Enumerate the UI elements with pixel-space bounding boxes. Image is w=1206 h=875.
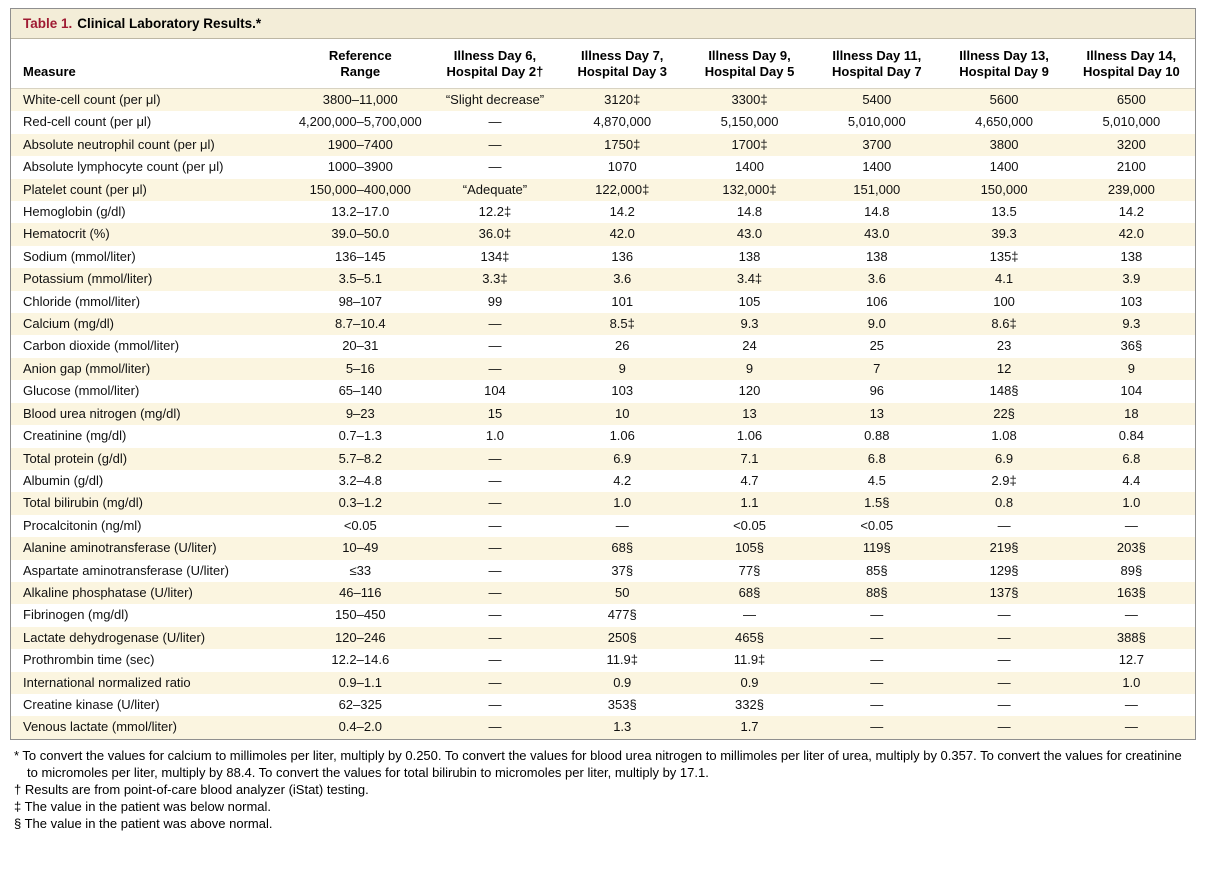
- value-cell: 132,000‡: [722, 181, 777, 197]
- value-cell: 0.3–1.2: [338, 495, 382, 511]
- value-cell: 120–246: [334, 629, 386, 645]
- value-cell: 50: [615, 584, 630, 600]
- value-cell: 1070: [607, 159, 637, 175]
- table-row: [11, 515, 1195, 537]
- header-line: Hospital Day 5: [704, 64, 795, 79]
- header-line: Hospital Day 3: [577, 64, 668, 79]
- table-row: [11, 560, 1195, 582]
- header-line: Hospital Day 2†: [446, 64, 544, 79]
- value-cell: 5400: [862, 92, 892, 107]
- table-title-text: Clinical Laboratory Results.*: [77, 16, 262, 31]
- value-cell: —: [488, 674, 502, 690]
- value-cell: 104: [484, 383, 506, 399]
- table-row: [11, 134, 1195, 156]
- value-cell: 6.8: [1122, 450, 1141, 466]
- value-cell: 1.3: [613, 719, 632, 735]
- value-cell: —: [870, 652, 884, 668]
- value-cell: 25: [869, 338, 885, 354]
- value-cell: 89§: [1120, 562, 1143, 578]
- value-cell: 26: [615, 338, 630, 354]
- value-cell: 9: [618, 360, 626, 376]
- table-row: [11, 89, 1195, 112]
- value-cell: 9–23: [345, 405, 375, 421]
- value-cell: 3700: [862, 136, 892, 152]
- value-cell: —: [488, 652, 502, 668]
- table-row: [11, 604, 1195, 626]
- table-row: [11, 291, 1195, 313]
- value-cell: 8.5‡: [609, 316, 635, 332]
- value-cell: 6500: [1116, 92, 1146, 107]
- table-row: [11, 313, 1195, 335]
- value-cell: 105§: [735, 540, 764, 556]
- value-cell: 22§: [993, 405, 1015, 421]
- table-row: [11, 223, 1195, 245]
- value-cell: 0.8: [995, 495, 1014, 511]
- value-cell: 138: [1120, 248, 1143, 264]
- value-cell: 1400: [862, 159, 892, 175]
- value-cell: 0.88: [864, 428, 890, 444]
- measure-cell: Chloride (mmol/liter): [23, 293, 141, 309]
- value-cell: 1700‡: [731, 136, 768, 152]
- measure-cell: Creatinine (mg/dl): [23, 428, 127, 444]
- table-row: [11, 335, 1195, 357]
- value-cell: 43.0: [864, 226, 890, 242]
- table-row: [11, 582, 1195, 604]
- measure-cell: Aspartate aminotransferase (U/liter): [23, 562, 229, 578]
- value-cell: —: [488, 316, 502, 332]
- value-cell: 465§: [735, 629, 764, 645]
- header-line: Illness Day 7,: [581, 48, 664, 63]
- value-cell: 36.0‡: [478, 226, 512, 242]
- value-cell: 148§: [989, 383, 1019, 399]
- value-cell: 151,000: [853, 181, 901, 197]
- value-cell: 3.9: [1122, 271, 1141, 287]
- value-cell: 3.2–4.8: [338, 472, 382, 488]
- value-cell: —: [488, 136, 502, 152]
- value-cell: 9.3: [740, 316, 759, 332]
- value-cell: —: [488, 629, 502, 645]
- value-cell: 332§: [735, 696, 764, 712]
- measure-cell: Absolute lymphocyte count (per μl): [23, 159, 224, 175]
- value-cell: —: [488, 159, 502, 175]
- measure-cell: Red-cell count (per μl): [23, 114, 152, 130]
- value-cell: 6.9: [995, 450, 1014, 466]
- value-cell: 9: [745, 360, 754, 376]
- value-cell: <0.05: [343, 517, 377, 533]
- value-cell: —: [488, 450, 502, 466]
- measure-cell: Lactate dehydrogenase (U/liter): [23, 629, 206, 645]
- column-header: [940, 39, 1067, 89]
- value-cell: —: [488, 472, 502, 488]
- table-row: [11, 156, 1195, 178]
- value-cell: 150,000–400,000: [309, 181, 411, 197]
- value-cell: 4.4: [1122, 472, 1141, 488]
- value-cell: 99: [487, 293, 503, 309]
- measure-cell: Hemoglobin (g/dl): [23, 204, 126, 220]
- value-cell: 136–145: [334, 248, 386, 264]
- value-cell: 23: [996, 338, 1012, 354]
- table-row: [11, 448, 1195, 470]
- value-cell: 4,200,000–5,700,000: [298, 114, 422, 130]
- value-cell: 3.6: [613, 271, 632, 287]
- value-cell: 12.2–14.6: [331, 652, 390, 668]
- measure-cell: Procalcitonin (ng/ml): [23, 517, 142, 533]
- value-cell: 13: [869, 405, 885, 421]
- measure-cell: Sodium (mmol/liter): [23, 248, 136, 264]
- value-cell: 1.0: [1122, 674, 1141, 690]
- value-cell: 5,010,000: [1102, 114, 1161, 130]
- table-row: [11, 201, 1195, 223]
- value-cell: 5,010,000: [847, 114, 906, 130]
- column-header: [813, 39, 940, 89]
- value-cell: —: [870, 629, 884, 645]
- value-cell: 1.1: [740, 495, 759, 511]
- value-cell: 13: [742, 405, 757, 421]
- value-cell: 135‡: [989, 248, 1019, 264]
- value-cell: 1.06: [736, 428, 763, 444]
- value-cell: 3.5–5.1: [338, 271, 382, 287]
- value-cell: 1400: [735, 159, 764, 175]
- header-line: Reference: [328, 48, 392, 63]
- table-row: [11, 649, 1195, 671]
- value-cell: 11.9‡: [733, 652, 766, 668]
- value-cell: 104: [1120, 383, 1143, 399]
- table-number-label: Table 1.: [23, 16, 73, 31]
- value-cell: “Slight decrease”: [445, 92, 545, 107]
- value-cell: 68§: [738, 584, 761, 600]
- value-cell: 3120‡: [604, 92, 641, 107]
- value-cell: 36§: [1120, 338, 1143, 354]
- value-cell: 20–31: [342, 338, 379, 354]
- value-cell: 37§: [611, 562, 634, 578]
- measure-cell: Total protein (g/dl): [23, 450, 128, 466]
- value-cell: 103: [611, 383, 634, 399]
- value-cell: 15: [487, 405, 503, 421]
- value-cell: —: [488, 562, 502, 578]
- value-cell: —: [1124, 517, 1138, 533]
- value-cell: —: [870, 607, 884, 623]
- value-cell: 88§: [865, 584, 888, 600]
- value-cell: 1.06: [609, 428, 635, 444]
- value-cell: 106: [865, 293, 888, 309]
- value-cell: 0.4–2.0: [338, 719, 382, 735]
- value-cell: 6.9: [613, 450, 632, 466]
- value-cell: —: [997, 652, 1011, 668]
- value-cell: 119§: [862, 540, 891, 556]
- value-cell: 14.8: [864, 204, 890, 220]
- value-cell: 3.6: [867, 271, 886, 287]
- value-cell: 43.0: [736, 226, 763, 242]
- value-cell: 3.4‡: [736, 271, 763, 287]
- measure-cell: Creatine kinase (U/liter): [23, 696, 160, 712]
- value-cell: 105: [738, 293, 761, 309]
- value-cell: —: [997, 674, 1011, 690]
- measure-cell: Potassium (mmol/liter): [23, 271, 153, 287]
- header-line: Illness Day 14,: [1086, 48, 1177, 63]
- value-cell: 4.5: [867, 472, 886, 488]
- value-cell: 7: [873, 360, 881, 376]
- value-cell: 5600: [989, 92, 1019, 107]
- value-cell: 96: [869, 383, 885, 399]
- table-row: [11, 111, 1195, 133]
- table-row: [11, 403, 1195, 425]
- value-cell: 138: [865, 248, 888, 264]
- value-cell: 101: [611, 293, 634, 309]
- value-cell: 11.9‡: [606, 652, 639, 668]
- value-cell: 77§: [738, 562, 761, 578]
- value-cell: —: [997, 719, 1011, 735]
- value-cell: 4,870,000: [593, 114, 652, 130]
- value-cell: 2.9‡: [991, 472, 1017, 488]
- value-cell: 2100: [1116, 159, 1146, 175]
- value-cell: <0.05: [860, 517, 894, 533]
- value-cell: 1.0: [613, 495, 632, 511]
- value-cell: 388§: [1116, 629, 1146, 645]
- value-cell: 5–16: [345, 360, 375, 376]
- value-cell: 8.6‡: [991, 316, 1017, 332]
- measure-cell: Hematocrit (%): [23, 226, 110, 242]
- value-cell: 1750‡: [604, 136, 641, 152]
- header-row: [11, 39, 1195, 89]
- table-row: [11, 537, 1195, 559]
- measure-cell: Total bilirubin (mg/dl): [23, 495, 143, 511]
- value-cell: 8.7–10.4: [334, 316, 386, 332]
- value-cell: —: [488, 584, 502, 600]
- table-row: [11, 492, 1195, 514]
- value-cell: 163§: [1116, 584, 1146, 600]
- header-line: Hospital Day 10: [1082, 64, 1180, 79]
- header-line: Illness Day 9,: [708, 48, 791, 63]
- value-cell: 9.0: [867, 316, 886, 332]
- value-cell: 13.2–17.0: [331, 204, 390, 220]
- footnote: * To convert the values for calcium to millimoles per liter, multiply by 0.250. To convert the values for blood urea nitrogen to millimoles per liter of urea, multiply by 0.357. To convert the values for creatinine to micromoles per liter, multiply by 88.4. To convert the values for total bilirubin to micromoles per liter, multiply by 17.1.: [14, 747, 1182, 780]
- value-cell: “Adequate”: [462, 181, 528, 197]
- value-cell: 1.0: [1122, 495, 1141, 511]
- table-row: [11, 179, 1195, 201]
- table-row: [11, 380, 1195, 402]
- measure-cell: International normalized ratio: [23, 674, 191, 690]
- value-cell: 85§: [865, 562, 888, 578]
- column-header: [431, 39, 558, 89]
- table-row: [11, 358, 1195, 380]
- value-cell: —: [615, 517, 629, 533]
- table-row: [11, 268, 1195, 290]
- column-header: [686, 39, 813, 89]
- value-cell: 39.3: [991, 226, 1017, 242]
- value-cell: —: [488, 517, 502, 533]
- table-row: [11, 672, 1195, 694]
- value-cell: —: [997, 629, 1011, 645]
- header-line: Range: [340, 64, 381, 79]
- value-cell: 100: [993, 293, 1015, 309]
- value-cell: 9: [1127, 360, 1135, 376]
- measure-cell: Anion gap (mmol/liter): [23, 360, 151, 376]
- measure-cell: Venous lactate (mmol/liter): [23, 719, 177, 735]
- value-cell: —: [488, 360, 502, 376]
- value-cell: —: [870, 674, 884, 690]
- value-cell: 3800: [989, 136, 1019, 152]
- measure-cell: Blood urea nitrogen (mg/dl): [23, 405, 181, 421]
- value-cell: 9.3: [1122, 316, 1141, 332]
- header-line: Hospital Day 9: [959, 64, 1049, 79]
- value-cell: 14.2: [609, 204, 635, 220]
- value-cell: 3200: [1116, 136, 1146, 152]
- value-cell: 138: [738, 248, 761, 264]
- table-row: [11, 246, 1195, 268]
- measure-cell: Albumin (g/dl): [23, 472, 104, 488]
- value-cell: —: [488, 540, 502, 556]
- value-cell: —: [997, 607, 1011, 623]
- value-cell: 10–49: [342, 540, 379, 556]
- header-line: Illness Day 13,: [959, 48, 1049, 63]
- value-cell: 65–140: [338, 383, 382, 399]
- value-cell: 137§: [989, 584, 1019, 600]
- value-cell: 1900–7400: [327, 136, 393, 152]
- value-cell: 3.3‡: [482, 271, 508, 287]
- value-cell: 39.0–50.0: [331, 226, 390, 242]
- value-cell: 1.7: [740, 719, 759, 735]
- value-cell: 5.7–8.2: [338, 450, 382, 466]
- value-cell: 14.8: [736, 204, 763, 220]
- measure-cell: Alkaline phosphatase (U/liter): [23, 584, 193, 600]
- measure-cell: Alanine aminotransferase (U/liter): [23, 540, 217, 556]
- value-cell: 12.2‡: [478, 204, 512, 220]
- value-cell: 13.5: [991, 204, 1017, 220]
- value-cell: 6.8: [867, 450, 886, 466]
- table-body: [11, 89, 1195, 739]
- value-cell: —: [870, 719, 884, 735]
- value-cell: 1.5§: [864, 495, 890, 511]
- value-cell: 1.0: [485, 428, 504, 444]
- column-header-measure: [11, 39, 289, 89]
- column-header: [1068, 39, 1195, 89]
- table-row: [11, 716, 1195, 738]
- measure-cell: Glucose (mmol/liter): [23, 383, 140, 399]
- value-cell: 150–450: [334, 607, 386, 623]
- value-cell: —: [488, 495, 502, 511]
- value-cell: 250§: [607, 629, 637, 645]
- table-row: [11, 470, 1195, 492]
- value-cell: 4,650,000: [975, 114, 1033, 130]
- value-cell: —: [1124, 719, 1138, 735]
- header-line: Illness Day 6,: [453, 48, 537, 63]
- value-cell: —: [997, 696, 1011, 712]
- value-cell: 5,150,000: [720, 114, 779, 130]
- measure-cell: Prothrombin time (sec): [23, 652, 155, 668]
- value-cell: —: [488, 114, 502, 130]
- value-cell: 136: [611, 248, 634, 264]
- value-cell: 12: [996, 360, 1012, 376]
- footnote: ‡ The value in the patient was below normal.: [14, 798, 272, 814]
- value-cell: 353§: [607, 696, 637, 712]
- value-cell: 4.2: [613, 472, 632, 488]
- value-cell: 18: [1124, 405, 1139, 421]
- value-cell: 46–116: [339, 584, 382, 600]
- value-cell: 1.08: [991, 428, 1017, 444]
- value-cell: 4.1: [995, 271, 1014, 287]
- table-title-bar: [11, 9, 1195, 39]
- value-cell: —: [1124, 696, 1138, 712]
- value-cell: 134‡: [480, 248, 510, 264]
- measure-cell: Absolute neutrophil count (per μl): [23, 136, 215, 152]
- column-header: [559, 39, 686, 89]
- table-row: [11, 627, 1195, 649]
- measure-cell: Calcium (mg/dl): [23, 316, 115, 332]
- value-cell: 239,000: [1107, 181, 1155, 197]
- value-cell: —: [488, 719, 502, 735]
- value-cell: 10: [615, 405, 630, 421]
- value-cell: 7.1: [740, 450, 759, 466]
- value-cell: 14.2: [1118, 204, 1145, 220]
- value-cell: 129§: [989, 562, 1019, 578]
- value-cell: 0.9: [740, 674, 759, 690]
- value-cell: —: [1124, 607, 1138, 623]
- table-header: [11, 39, 1195, 89]
- measure-cell: Carbon dioxide (mmol/liter): [23, 338, 180, 354]
- value-cell: 98–107: [338, 293, 382, 309]
- value-cell: 68§: [611, 540, 634, 556]
- value-cell: 12.7: [1118, 652, 1145, 668]
- value-cell: 42.0: [1118, 226, 1145, 242]
- value-cell: 219§: [989, 540, 1019, 556]
- value-cell: 3300‡: [731, 92, 768, 107]
- value-cell: 0.84: [1118, 428, 1145, 444]
- value-cell: 120: [738, 383, 761, 399]
- value-cell: 203§: [1116, 540, 1146, 556]
- value-cell: 62–325: [338, 696, 382, 712]
- value-cell: —: [870, 696, 884, 712]
- value-cell: 122,000‡: [595, 181, 650, 197]
- lab-results-table: [11, 39, 1195, 739]
- value-cell: —: [743, 607, 757, 623]
- footnotes: [10, 740, 1196, 832]
- value-cell: 3800–11,000: [322, 92, 398, 107]
- value-cell: 477§: [607, 607, 637, 623]
- value-cell: 4.7: [740, 472, 759, 488]
- column-header: [289, 39, 431, 89]
- value-cell: 24: [742, 338, 757, 354]
- value-cell: 1000–3900: [327, 159, 393, 175]
- value-cell: —: [488, 696, 502, 712]
- table-row: [11, 425, 1195, 447]
- value-cell: 0.9: [613, 674, 632, 690]
- footnote: † Results are from point-of-care blood analyzer (iStat) testing.: [14, 781, 369, 797]
- value-cell: 42.0: [609, 226, 635, 242]
- value-cell: <0.05: [733, 517, 766, 533]
- value-cell: —: [997, 517, 1011, 533]
- measure-cell: Fibrinogen (mg/dl): [23, 607, 129, 623]
- value-cell: 1400: [989, 159, 1019, 175]
- value-cell: 0.9–1.1: [338, 674, 382, 690]
- value-cell: —: [488, 607, 502, 623]
- value-cell: 103: [1120, 293, 1143, 309]
- table-box: [10, 8, 1196, 740]
- table-row: [11, 694, 1195, 716]
- value-cell: 150,000: [980, 181, 1028, 197]
- measure-cell: White-cell count (per μl): [23, 92, 161, 107]
- footnote: § The value in the patient was above normal.: [14, 815, 273, 831]
- header-line: Illness Day 11,: [832, 48, 922, 63]
- value-cell: ≤33: [349, 562, 372, 578]
- value-cell: —: [488, 338, 502, 354]
- header-line: Hospital Day 7: [832, 64, 922, 79]
- value-cell: 0.7–1.3: [338, 428, 382, 444]
- header-line: Measure: [23, 64, 76, 79]
- measure-cell: Platelet count (per μl): [23, 181, 147, 197]
